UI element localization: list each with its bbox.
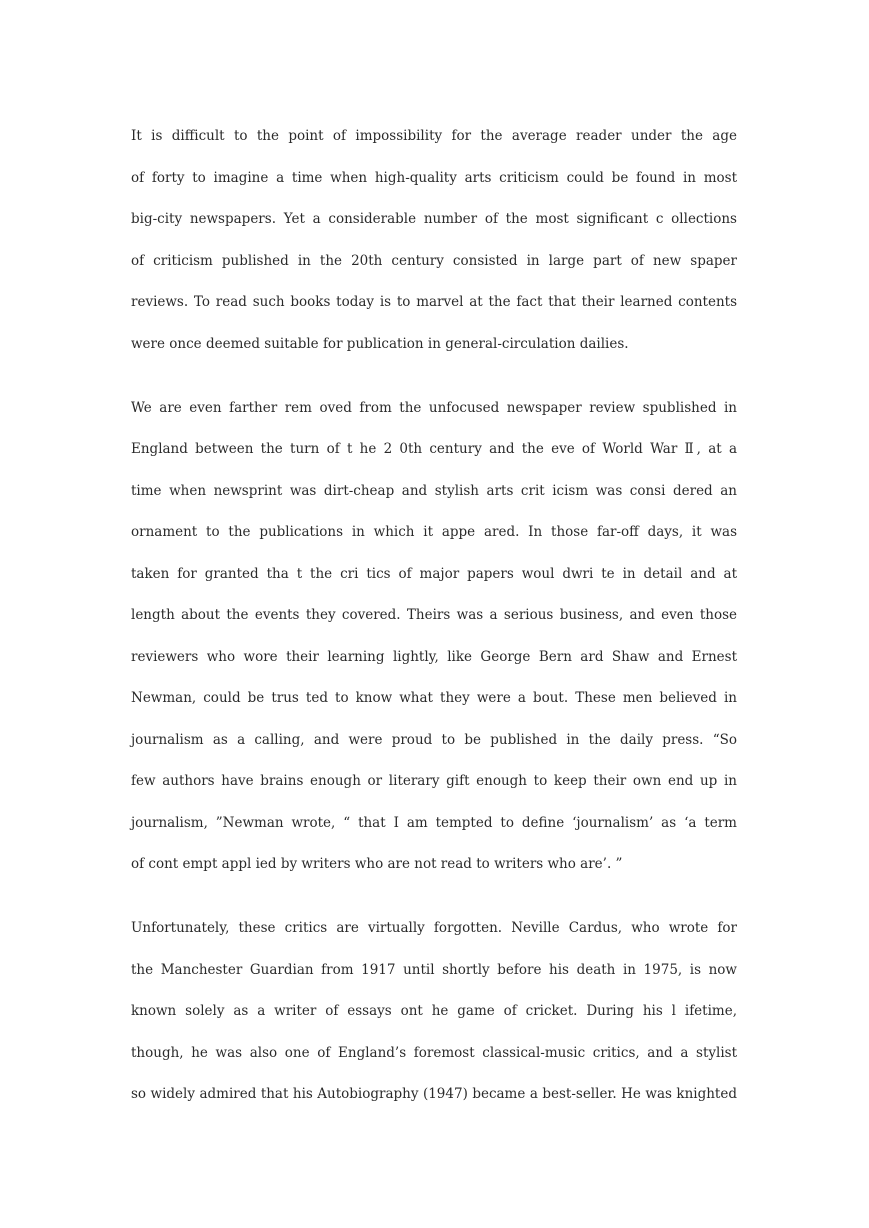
text-line: It is difficult to the point of impossibility for the average reader under the age <box>131 128 737 144</box>
text-line: taken for granted tha t the cri tics of major papers woul dwri te in detail and at <box>131 565 737 582</box>
document-body <box>131 116 737 1116</box>
text-line: few authors have brains enough or literary gift enough to keep their own end up in <box>131 773 737 789</box>
text-line: length about the events they covered. Theirs was a serious business, and even those <box>131 607 737 623</box>
text-line: reviewers who wore their learning lightly, like George Bern ard Shaw and Ernest <box>131 648 737 665</box>
text-line: of forty to imagine a time when high-quality arts criticism could be found in most <box>131 169 737 186</box>
text-line: of cont empt appl ied by writers who are not read to writers who are’. ” <box>131 856 623 872</box>
text-line: so widely admired that his Autobiography (1947) became a best-seller. He was knighted <box>131 1086 737 1102</box>
text-line: big-city newspapers. Yet a considerable number of the most significant c ollections <box>131 211 737 227</box>
text-line: England between the turn of t he 2 0th century and the eve of World War Ⅱ, at a <box>131 441 737 457</box>
text-line: of criticism published in the 20th century consisted in large part of new spaper <box>131 252 737 269</box>
text-line: We are even farther rem oved from the unfocused newspaper review spublished in <box>131 399 737 416</box>
text-line: known solely as a writer of essays ont he game of cricket. During his l ifetime, <box>131 1003 737 1019</box>
paragraph-3 <box>131 908 737 1116</box>
paragraph-spacer <box>131 365 737 388</box>
text-line: Newman, could be trus ted to know what they were a bout. These men believed in <box>131 690 737 706</box>
paragraph-1 <box>131 116 737 365</box>
text-line: ornament to the publications in which it appe ared. In those far-off days, it was <box>131 524 737 540</box>
text-line: the Manchester Guardian from 1917 until shortly before his death in 1975, is now <box>131 961 737 978</box>
text-line: though, he was also one of England’s foremost classical-music critics, and a stylist <box>131 1044 737 1061</box>
paragraph-spacer <box>131 886 737 909</box>
text-line: were once deemed suitable for publication in general-circulation dailies. <box>131 335 629 352</box>
text-line: time when newsprint was dirt-cheap and stylish arts crit icism was consi dered an <box>131 482 737 499</box>
paragraph-2 <box>131 388 737 886</box>
text-line: journalism, ”Newman wrote, “ that I am tempted to define ‘journalism’ as ‘a term <box>131 814 737 831</box>
text-line: reviews. To read such books today is to marvel at the fact that their learned contents <box>131 294 737 310</box>
text-line: Unfortunately, these critics are virtually forgotten. Neville Cardus, who wrote for <box>131 920 737 936</box>
text-line: journalism as a calling, and were proud to be published in the daily press. “So <box>131 731 737 748</box>
